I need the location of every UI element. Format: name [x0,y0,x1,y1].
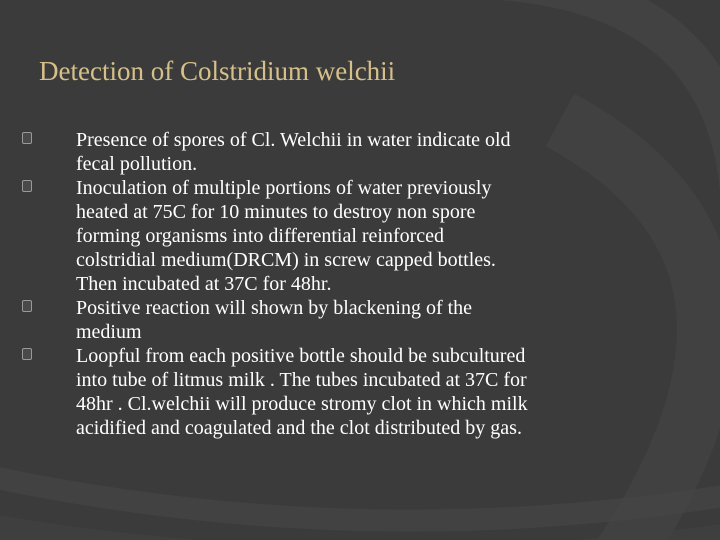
missing-glyph-box-icon [22,300,32,312]
bullet-line: acidified and coagulated and the clot distributed by gas. [76,417,522,439]
bullet-line: Inoculation of multiple portions of water previously [76,177,492,199]
arc-bottom [0,470,720,521]
bullet-line: heated at 75C for 10 minutes to destroy non spore [76,201,476,223]
bullet-line: Then incubated at 37C for 48hr. [76,273,332,295]
bullet-line: Positive reaction will shown by blackening of the [76,297,473,319]
slide-title: Detection of Colstridium welchii [39,56,396,86]
missing-glyph-box-icon [22,348,32,360]
bullet-line: 48hr . Cl.welchii will produce stromy clot in which milk [76,393,528,415]
bullet-line: colstridial medium(DRCM) in screw capped bottles. [76,249,496,271]
bullet-line: medium [76,321,142,343]
missing-glyph-box-icon [22,132,32,144]
bullet-line: into tube of litmus milk . The tubes incubated at 37C for [76,369,527,391]
missing-glyph-box-icon [22,180,32,192]
bullet-line: forming organisms into differential reinforced [76,225,445,247]
bullet-item [22,176,642,296]
bullet-list [22,128,642,440]
bullet-line: fecal pollution. [76,153,198,175]
bullet-item [22,344,642,440]
bullet-line: Presence of spores of Cl. Welchii in water indicate old [76,129,511,151]
bullet-item [22,296,642,344]
bullet-line: Loopful from each positive bottle should be subcultured [76,345,526,367]
bullet-item [22,128,642,176]
